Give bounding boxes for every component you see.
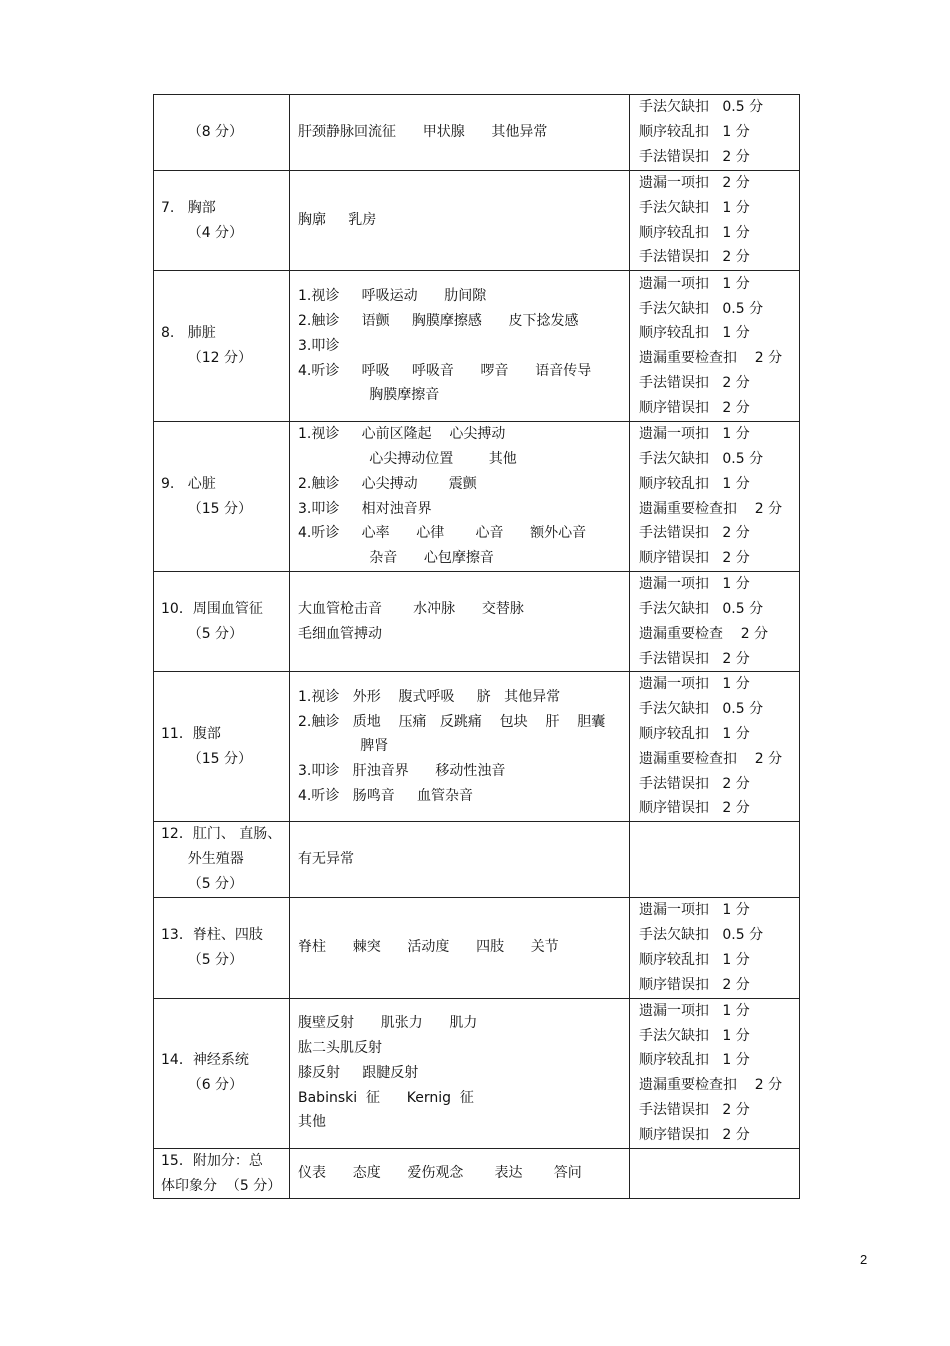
content-cell-text: 1.视诊 外形 腹式呼吸 脐 其他异常 (298, 688, 561, 705)
deduction-cell-text: 手法欠缺扣 1 分 (639, 199, 750, 216)
content-cell-text: 肝颈静脉回流征 甲状腺 其他异常 (298, 124, 548, 141)
deduction-cell-lines (630, 999, 799, 1148)
item-cell (154, 572, 290, 672)
deduction-cell-text: 遗漏重要检查扣 2 分 (639, 350, 783, 367)
item-cell (154, 897, 290, 998)
item-cell (154, 672, 290, 822)
deduction-cell-lines (630, 672, 799, 821)
deduction-cell-text: 手法欠缺扣 0.5 分 (639, 600, 764, 617)
content-cell-lines (290, 572, 629, 671)
item-cell-lines (154, 999, 289, 1148)
content-cell (290, 271, 630, 422)
deduction-cell (630, 897, 800, 998)
item-cell-text: 9. 心脏 (161, 475, 216, 492)
item-cell-text: （5 分） (161, 875, 244, 892)
item-cell (154, 271, 290, 422)
deduction-cell-text: 顺序较乱扣 1 分 (639, 475, 750, 492)
content-cell-text: 大血管枪击音 水冲脉 交替脉 (298, 600, 524, 617)
content-cell-lines (290, 422, 629, 571)
item-cell (154, 95, 290, 171)
item-cell-lines (154, 171, 289, 270)
content-cell-text: 4.听诊 呼吸 呼吸音 啰音 语音传导 (298, 362, 592, 379)
item-cell-lines (154, 1149, 289, 1199)
content-cell-lines (290, 999, 629, 1148)
deduction-cell-text: 遗漏一项扣 1 分 (639, 1002, 750, 1019)
content-cell-text: 有无异常 (298, 851, 354, 868)
content-cell (290, 171, 630, 271)
deduction-cell-text: 手法错误扣 2 分 (639, 525, 750, 542)
deduction-cell-text: 顺序错误扣 2 分 (639, 1126, 750, 1143)
item-cell-lines (154, 672, 289, 821)
content-cell-text: 膝反射 跟腱反射 (298, 1064, 419, 1081)
deduction-cell-text: 遗漏一项扣 1 分 (639, 902, 750, 919)
deduction-cell-text: 遗漏重要检查扣 2 分 (639, 500, 783, 517)
deduction-cell (630, 572, 800, 672)
deduction-cell-lines (630, 822, 799, 896)
item-cell-lines (154, 822, 289, 896)
item-cell-lines (154, 572, 289, 671)
content-cell-text: 2.触诊 心尖搏动 震颤 (298, 475, 477, 492)
table-row (154, 271, 800, 422)
deduction-cell-lines (630, 271, 799, 421)
deduction-cell (630, 998, 800, 1148)
content-cell-lines (290, 95, 629, 170)
deduction-cell (630, 672, 800, 822)
table-row (154, 95, 800, 171)
item-cell-text: 10．周围血管征 (161, 600, 263, 617)
deduction-cell (630, 1148, 800, 1199)
item-cell-lines (154, 898, 289, 998)
item-cell-text: 8. 肺脏 (161, 325, 216, 342)
content-cell-text: 胸廓 乳房 (298, 212, 377, 229)
deduction-cell-text: 遗漏一项扣 1 分 (639, 576, 750, 593)
content-cell-lines (290, 271, 629, 421)
deduction-cell-text: 手法欠缺扣 1 分 (639, 1027, 750, 1044)
table-row (154, 897, 800, 998)
item-cell-text: 外生殖器 (161, 851, 244, 868)
item-cell (154, 822, 290, 897)
content-cell-text: 脊柱 棘突 活动度 四肢 关节 (298, 939, 559, 956)
deduction-cell-text: 手法错误扣 2 分 (639, 650, 750, 667)
item-cell-text: 14．神经系统 (161, 1052, 249, 1069)
item-cell-text: （6 分） (161, 1077, 244, 1094)
content-cell-text: 其他 (298, 1114, 326, 1131)
deduction-cell-text: 手法欠缺扣 0.5 分 (639, 701, 764, 718)
content-cell-lines (290, 171, 629, 270)
deduction-cell-text: 遗漏重要检查扣 2 分 (639, 750, 783, 767)
deduction-cell-text: 遗漏一项扣 1 分 (639, 676, 750, 693)
content-cell-text: 心尖搏动位置 其他 (298, 451, 517, 468)
content-cell-lines (290, 822, 629, 896)
item-cell-lines (154, 95, 289, 170)
deduction-cell-lines (630, 422, 799, 571)
item-cell-text: 13．脊柱、四肢 (161, 926, 263, 943)
item-cell (154, 998, 290, 1148)
item-cell-lines (154, 422, 289, 571)
content-cell-text: 3.叩诊 (298, 337, 340, 354)
item-cell-lines (154, 271, 289, 421)
deduction-cell-text: 手法欠缺扣 0.5 分 (639, 926, 764, 943)
item-cell-text: 15．附加分：总 (161, 1152, 263, 1169)
deduction-cell-text: 顺序较乱扣 1 分 (639, 325, 750, 342)
item-cell-text: （15 分） (161, 750, 252, 767)
deduction-cell-text: 顺序错误扣 2 分 (639, 976, 750, 993)
content-cell (290, 672, 630, 822)
deduction-cell-text: 手法错误扣 2 分 (639, 148, 750, 165)
content-cell (290, 897, 630, 998)
deduction-cell-lines (630, 95, 799, 170)
content-cell-text: 1.视诊 心前区隆起 心尖搏动 (298, 426, 506, 443)
content-cell-lines (290, 898, 629, 998)
table-row (154, 998, 800, 1148)
item-cell (154, 422, 290, 572)
content-cell-text: 胸膜摩擦音 (298, 387, 440, 404)
deduction-cell-text: 遗漏重要检查 2 分 (639, 625, 769, 642)
deduction-cell-text: 顺序错误扣 2 分 (639, 800, 750, 817)
content-cell (290, 572, 630, 672)
item-cell-text: （15 分） (161, 500, 252, 517)
content-cell-text: 2.触诊 质地 压痛 反跳痛 包块 肝 胆囊 (298, 713, 606, 730)
deduction-cell (630, 822, 800, 897)
table-row (154, 1148, 800, 1199)
content-cell-lines (290, 1149, 629, 1199)
item-cell (154, 171, 290, 271)
item-cell-text: （5 分） (161, 625, 244, 642)
deduction-cell-lines (630, 898, 799, 998)
deduction-cell-text: 手法欠缺扣 0.5 分 (639, 99, 764, 116)
item-cell-text: （12 分） (161, 350, 252, 367)
deduction-cell-text: 遗漏重要检查扣 2 分 (639, 1077, 783, 1094)
deduction-cell-lines (630, 1149, 799, 1199)
content-cell-text: 腹壁反射 肌张力 肌力 (298, 1015, 478, 1032)
content-cell-text: 杂音 心包摩擦音 (298, 550, 494, 567)
deduction-cell (630, 422, 800, 572)
content-cell-text: 3.叩诊 相对浊音界 (298, 500, 432, 517)
deduction-cell-text: 顺序较乱扣 1 分 (639, 224, 750, 241)
content-cell-text: 2.触诊 语颤 胸膜摩擦感 皮下捻发感 (298, 312, 579, 329)
deduction-cell-text: 遗漏一项扣 2 分 (639, 175, 750, 191)
content-cell-text: 4.听诊 心率 心律 心音 额外心音 (298, 525, 587, 542)
content-cell-text: 肱二头肌反射 (298, 1040, 382, 1057)
item-cell-text: 11．腹部 (161, 726, 221, 743)
content-cell (290, 95, 630, 171)
page-number: 2 (860, 1252, 868, 1267)
deduction-cell-text: 顺序较乱扣 1 分 (639, 726, 750, 743)
content-cell-text: 3.叩诊 肝浊音界 移动性浊音 (298, 763, 506, 780)
content-cell-text: Babinski 征 Kernig 征 (298, 1089, 474, 1106)
deduction-cell-text: 手法错误扣 2 分 (639, 374, 750, 391)
item-cell-text: （5 分） (161, 951, 244, 968)
deduction-cell-text: 手法欠缺扣 0.5 分 (639, 451, 764, 468)
item-cell-text: （4 分） (161, 224, 244, 241)
item-cell-text: 体印象分 （5 分） (161, 1177, 282, 1194)
table-row (154, 572, 800, 672)
content-cell-text: 毛细血管搏动 (298, 625, 382, 642)
content-cell (290, 422, 630, 572)
scoring-table-body (154, 95, 800, 1199)
deduction-cell-text: 顺序错误扣 2 分 (639, 399, 750, 416)
content-cell (290, 998, 630, 1148)
deduction-cell-lines (630, 572, 799, 671)
deduction-cell-text: 遗漏一项扣 1 分 (639, 275, 750, 292)
item-cell (154, 1148, 290, 1199)
scoring-table (153, 94, 800, 1199)
deduction-cell-text: 手法错误扣 2 分 (639, 775, 750, 792)
table-row (154, 171, 800, 271)
deduction-cell-text: 顺序较乱扣 1 分 (639, 951, 750, 968)
table-row (154, 672, 800, 822)
deduction-cell-text: 手法错误扣 2 分 (639, 249, 750, 266)
content-cell-lines (290, 672, 629, 821)
deduction-cell-text: 遗漏一项扣 1 分 (639, 426, 750, 443)
deduction-cell (630, 171, 800, 271)
deduction-cell-text: 顺序较乱扣 1 分 (639, 124, 750, 141)
deduction-cell-text: 手法错误扣 2 分 (639, 1102, 750, 1119)
content-cell (290, 822, 630, 897)
item-cell-text: （8 分） (161, 124, 244, 141)
item-cell-text: 12．肛门、 直肠、 (161, 826, 282, 843)
deduction-cell-lines (630, 171, 799, 270)
deduction-cell-text: 顺序较乱扣 1 分 (639, 1052, 750, 1069)
content-cell-text: 脾肾 (298, 738, 389, 755)
content-cell-text: 1.视诊 呼吸运动 肋间隙 (298, 288, 487, 305)
content-cell-text: 仪表 态度 爱伤观念 表达 答问 (298, 1165, 582, 1182)
table-row (154, 822, 800, 897)
item-cell-text: 7. 胸部 (161, 199, 216, 216)
deduction-cell-text: 手法欠缺扣 0.5 分 (639, 300, 764, 317)
deduction-cell (630, 271, 800, 422)
deduction-cell (630, 95, 800, 171)
content-cell (290, 1148, 630, 1199)
content-cell-text: 4.听诊 肠鸣音 血管杂音 (298, 788, 473, 805)
table-row (154, 422, 800, 572)
deduction-cell-text: 顺序错误扣 2 分 (639, 550, 750, 567)
